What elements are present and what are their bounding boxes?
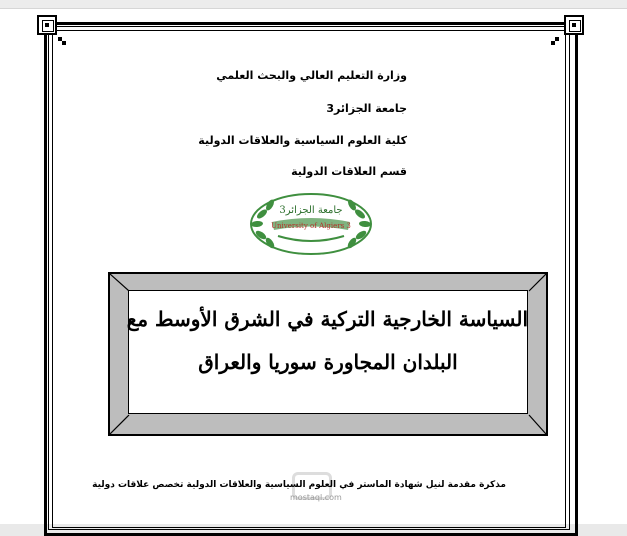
corner-ornament-top-left bbox=[37, 15, 57, 35]
viewer-toolbar-strip bbox=[0, 0, 627, 9]
thesis-title-line-1: السياسة الخارجية التركية في الشرق الأوسط مع bbox=[126, 307, 528, 331]
ministry-name: وزارة التعليم العالي والبحث العلمي bbox=[216, 69, 407, 82]
department-name: قسم العلاقات الدولية bbox=[291, 165, 407, 178]
corner-steps-top-left bbox=[58, 37, 68, 47]
university-name: جامعة الجزائر3 bbox=[326, 102, 407, 115]
faculty-name: كلية العلوم السياسية والعلاقات الدولية bbox=[198, 134, 407, 147]
logo-arabic-name: جامعة الجزائر3 bbox=[279, 205, 343, 216]
corner-ornament-top-right bbox=[564, 15, 584, 35]
university-logo bbox=[248, 192, 374, 256]
logo-english-name: University of Algiers 3 bbox=[271, 222, 351, 230]
corner-steps-top-right bbox=[549, 37, 559, 47]
watermark-text: mostaql.com bbox=[290, 493, 342, 502]
thesis-purpose-note: مذكرة مقدمة لنيل شهادة الماستر في العلوم السياسية والعلاقات الدولية تخصص علاقات دولية bbox=[92, 480, 506, 490]
thesis-title-line-2: البلدان المجاورة سوريا والعراق bbox=[198, 350, 458, 374]
